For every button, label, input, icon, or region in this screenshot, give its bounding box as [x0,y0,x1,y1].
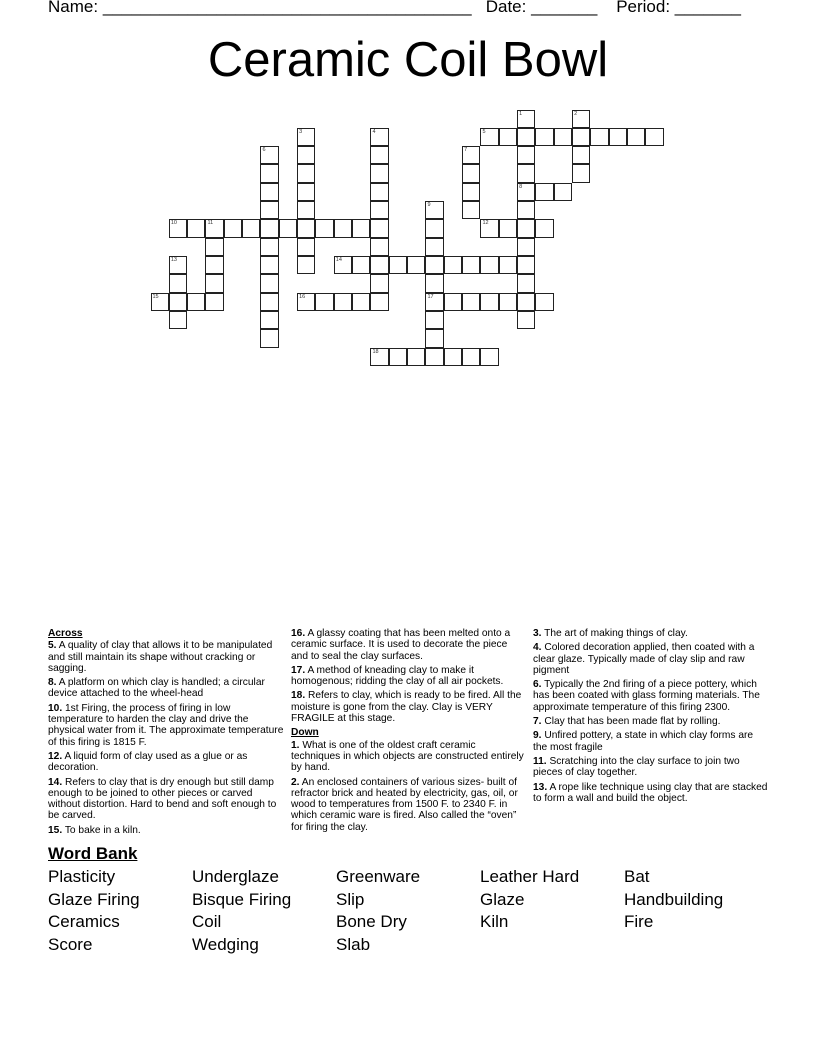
grid-cell[interactable] [480,256,498,274]
clue-text: A rope like technique using clay that are stacked to form a wall and build the object. [533,781,768,804]
grid-cell[interactable] [370,201,388,219]
grid-cell[interactable] [517,238,535,256]
clue-number: 6 [262,147,266,154]
across-clue [291,628,527,662]
grid-cell[interactable] [499,293,517,311]
word-bank-item: Plasticity [48,867,116,886]
clue-number: 3. [533,628,542,639]
clue-number: 2 [574,110,578,117]
grid-cell[interactable] [260,329,278,347]
grid-cell[interactable] [260,274,278,292]
grid-cell[interactable] [517,146,535,164]
clue-number: 15. [48,824,63,836]
grid-cell[interactable] [352,219,370,237]
grid-cell[interactable] [297,201,315,219]
student-info-line [48,0,741,17]
clue-text: Clay that has been made flat by rolling. [541,716,721,728]
grid-cell[interactable] [205,256,223,274]
grid-cell[interactable] [260,293,278,311]
grid-cell[interactable] [370,293,388,311]
across-clue [48,640,284,674]
grid-cell[interactable] [169,293,187,311]
grid-cell[interactable] [370,274,388,292]
grid-cell[interactable] [260,146,278,164]
grid-cell[interactable] [444,348,462,366]
grid-cell[interactable] [572,128,590,146]
clue-number: 8 [519,183,523,190]
grid-cell[interactable] [517,256,535,274]
crossword-grid [151,110,671,370]
clue-text: A platform on which clay is handled; a circular device attached to the wheel-head [48,677,265,700]
period-blank[interactable]: _______ [674,0,741,16]
grid-cell[interactable] [554,183,572,201]
clue-number: 17 [427,293,434,300]
clue-text: A quality of clay that allows it to be manipulated and still maintain its shape without cracking or sagging. [48,640,273,674]
down-clue [533,782,769,805]
word-bank-item: Underglaze [192,867,279,886]
grid-cell[interactable] [425,219,443,237]
grid-cell[interactable] [370,348,388,366]
clue-number: 15 [152,293,159,300]
grid-cell[interactable] [517,183,535,201]
clue-number: 5. [48,640,57,652]
grid-cell[interactable] [425,329,443,347]
across-heading: Across [48,628,83,639]
grid-cell[interactable] [297,256,315,274]
clue-number: 9 [427,202,431,209]
down-clue [533,756,769,779]
clue-number: 3 [299,128,303,135]
grid-cell[interactable] [572,164,590,182]
grid-cell[interactable] [444,256,462,274]
grid-cell[interactable] [462,183,480,201]
clue-number: 7 [464,147,468,154]
grid-cell[interactable] [517,311,535,329]
across-clue [48,751,284,774]
clue-text: An enclosed containers of various sizes- built of refractor brick and heated by electricity, gas, oil, or wood to temperatures from 1500 F. to 2340 F. in which ceramic ware is fired. Also called the “oven” for firing the clay. [291,776,518,833]
grid-cell[interactable] [297,238,315,256]
clue-number: 16. [291,628,306,639]
grid-cell[interactable] [535,293,553,311]
word-bank-item: Bone Dry [336,912,407,932]
grid-cell[interactable] [169,274,187,292]
grid-cell[interactable] [169,256,187,274]
grid-cell[interactable] [260,238,278,256]
page-title: Ceramic Coil Bowl [207,33,609,87]
across-clue [48,703,284,748]
clue-number: 10. [48,702,63,714]
grid-cell[interactable] [480,128,498,146]
grid-cell[interactable] [517,274,535,292]
grid-cell[interactable] [554,128,572,146]
grid-cell[interactable] [462,164,480,182]
grid-cell[interactable] [425,201,443,219]
word-bank-item: Slab [336,935,371,955]
name-label: Name: [48,0,99,16]
down-clue [291,740,527,774]
across-clue [48,677,284,700]
word-bank-item: Glaze Firing [48,889,140,909]
grid-cell[interactable] [572,110,590,128]
grid-cell[interactable] [609,128,627,146]
clue-text: A glassy coating that has been melted onto a ceramic surface. It is used to decorate the piece and to seal the clay surfaces. [291,628,511,662]
grid-cell[interactable] [370,183,388,201]
word-bank-item: Glaze [480,889,525,909]
grid-cell[interactable] [499,128,517,146]
clue-number: 12. [48,750,63,762]
grid-cell[interactable] [480,219,498,237]
down-clue [533,642,769,676]
clue-number: 11 [207,220,214,227]
clue-number: 1 [519,110,523,117]
clue-text: Refers to clay that is dry enough but still damp enough to be joined to other pieces or carved without distortion. Hard to bend and soft enough to be carved. [48,776,277,822]
grid-cell[interactable] [334,293,352,311]
clue-number: 14. [48,776,63,788]
grid-cell[interactable] [242,219,260,237]
date-label: Date: [485,0,527,16]
grid-cell[interactable] [370,128,388,146]
clue-number: 13 [170,257,177,264]
grid-cell[interactable] [425,274,443,292]
word-bank-item: Bisque Firing [192,889,292,909]
name-blank[interactable]: _______________________________________ [102,0,472,16]
grid-cell[interactable] [389,256,407,274]
grid-cell[interactable] [517,219,535,237]
clue-number: 10 [170,220,177,227]
clue-number: 2. [291,776,300,788]
grid-cell[interactable] [462,256,480,274]
grid-cell[interactable] [169,219,187,237]
clue-text: A liquid form of clay used as a glue or as decoration. [48,750,248,774]
grid-cell[interactable] [260,311,278,329]
grid-cell[interactable] [151,293,169,311]
grid-cell[interactable] [334,256,352,274]
down-heading: Down [291,727,319,739]
grid-cell[interactable] [187,293,205,311]
clues-column-2 [291,628,527,836]
word-bank-item: Ceramics [48,912,120,932]
grid-cell[interactable] [352,256,370,274]
grid-cell[interactable] [205,274,223,292]
grid-cell[interactable] [499,219,517,237]
grid-cell[interactable] [517,128,535,146]
grid-cell[interactable] [425,238,443,256]
word-bank-item: Kiln [480,912,509,932]
grid-cell[interactable] [462,348,480,366]
across-clue [291,690,527,724]
word-bank-item: Handbuilding [624,889,724,909]
clue-number: 5 [482,128,486,135]
grid-cell[interactable] [260,219,278,237]
clue-text: What is one of the oldest craft ceramic techniques in which objects are constructed entirely by hand. [291,739,524,774]
word-bank-item: Greenware [336,867,421,886]
clue-number: 16 [299,293,306,300]
grid-cell[interactable] [370,238,388,256]
grid-cell[interactable] [407,348,425,366]
down-clue [533,679,769,713]
grid-cell[interactable] [535,219,553,237]
grid-cell[interactable] [572,146,590,164]
grid-cell[interactable] [297,183,315,201]
grid-cell[interactable] [260,164,278,182]
clue-number: 12 [482,220,489,227]
grid-cell[interactable] [590,128,608,146]
word-bank-item: Score [48,935,93,955]
clue-text: Colored decoration applied, then coated with a clear glaze. Typically made of clay slip and raw pigment [533,642,755,676]
grid-cell[interactable] [407,256,425,274]
date-blank[interactable]: _______ [531,0,598,16]
down-clue [533,716,769,727]
grid-cell[interactable] [517,110,535,128]
clue-number: 17. [291,664,306,676]
grid-cell[interactable] [169,311,187,329]
grid-cell[interactable] [462,293,480,311]
period-label: Period: [616,0,671,16]
grid-cell[interactable] [279,219,297,237]
grid-cell[interactable] [425,293,443,311]
clue-number: 7. [533,716,542,728]
word-bank-item: Slip [336,889,365,909]
grid-cell[interactable] [205,219,223,237]
clue-number: 9. [533,730,542,742]
clues-column-1 [48,628,284,839]
across-clue [48,777,284,822]
word-bank-item: Leather Hard [480,867,580,886]
down-clue [533,628,769,639]
grid-cell[interactable] [297,164,315,182]
word-bank-item: Wedging [192,935,259,955]
clue-text: Refers to clay, which is ready to be fired. All the moisture is gone from the clay. Clay is VERY FRAGILE at this stage. [291,690,522,725]
across-clue [48,825,284,836]
clue-text: 1st Firing, the process of firing in low temperature to harden the clay and drive the physical water from it. The approximate temperature of this firing is 1815 F. [48,702,284,748]
grid-cell[interactable] [297,146,315,164]
grid-cell[interactable] [205,293,223,311]
word-bank-item: Bat [624,867,650,886]
clue-number: 14 [335,257,342,264]
word-bank-item: Fire [624,912,654,932]
clue-text: Scratching into the clay surface to join two pieces of clay together. [533,755,740,779]
grid-cell[interactable] [517,293,535,311]
down-clue [291,777,527,833]
clue-number: 6. [533,679,542,691]
grid-cell[interactable] [499,256,517,274]
grid-cell[interactable] [260,183,278,201]
grid-cell[interactable] [370,164,388,182]
grid-cell[interactable] [480,293,498,311]
grid-cell[interactable] [462,146,480,164]
grid-cell[interactable] [535,128,553,146]
grid-cell[interactable] [627,128,645,146]
grid-cell[interactable] [297,219,315,237]
grid-cell[interactable] [517,164,535,182]
clue-number: 4. [533,642,542,654]
down-clue [533,730,769,753]
grid-cell[interactable] [535,183,553,201]
clue-text: Unfired pottery, a state in which clay forms are the most fragile [533,730,754,753]
grid-cell[interactable] [334,219,352,237]
grid-cell[interactable] [352,293,370,311]
grid-cell[interactable] [444,293,462,311]
clue-text: The art of making things of clay. [541,628,688,639]
grid-cell[interactable] [205,238,223,256]
grid-cell[interactable] [297,128,315,146]
grid-cell[interactable] [315,293,333,311]
clue-number: 18 [372,348,379,355]
grid-cell[interactable] [425,311,443,329]
grid-cell[interactable] [645,128,663,146]
clue-number: 13. [533,781,548,793]
grid-cell[interactable] [462,201,480,219]
grid-cell[interactable] [480,348,498,366]
grid-cell[interactable] [425,256,443,274]
grid-cell[interactable] [315,219,333,237]
clue-number: 4 [372,128,376,135]
grid-cell[interactable] [224,219,242,237]
word-bank [48,867,788,958]
grid-cell[interactable] [389,348,407,366]
word-bank-title: Word Bank [48,844,138,863]
grid-cell[interactable] [517,201,535,219]
clue-text: To bake in a kiln. [62,824,141,836]
clue-text: Typically the 2nd firing of a piece pottery, which has been coated with glass forming materials. The approximate temperature of this firing 2300. [533,679,760,713]
grid-cell[interactable] [260,256,278,274]
grid-cell[interactable] [425,348,443,366]
grid-cell[interactable] [370,146,388,164]
grid-cell[interactable] [187,219,205,237]
clue-number: 11. [533,755,547,767]
grid-cell[interactable] [370,219,388,237]
clue-number: 8. [48,677,57,689]
grid-cell[interactable] [260,201,278,219]
clue-text: A method of kneading clay to make it homogenous; ridding the clay of all air pockets. [291,664,504,688]
clue-number: 18. [291,690,306,702]
clue-number: 1. [291,739,300,751]
clues-column-3 [533,628,769,807]
grid-cell[interactable] [370,256,388,274]
across-clue [291,665,527,688]
grid-cell[interactable] [297,293,315,311]
word-bank-item: Coil [192,912,222,932]
